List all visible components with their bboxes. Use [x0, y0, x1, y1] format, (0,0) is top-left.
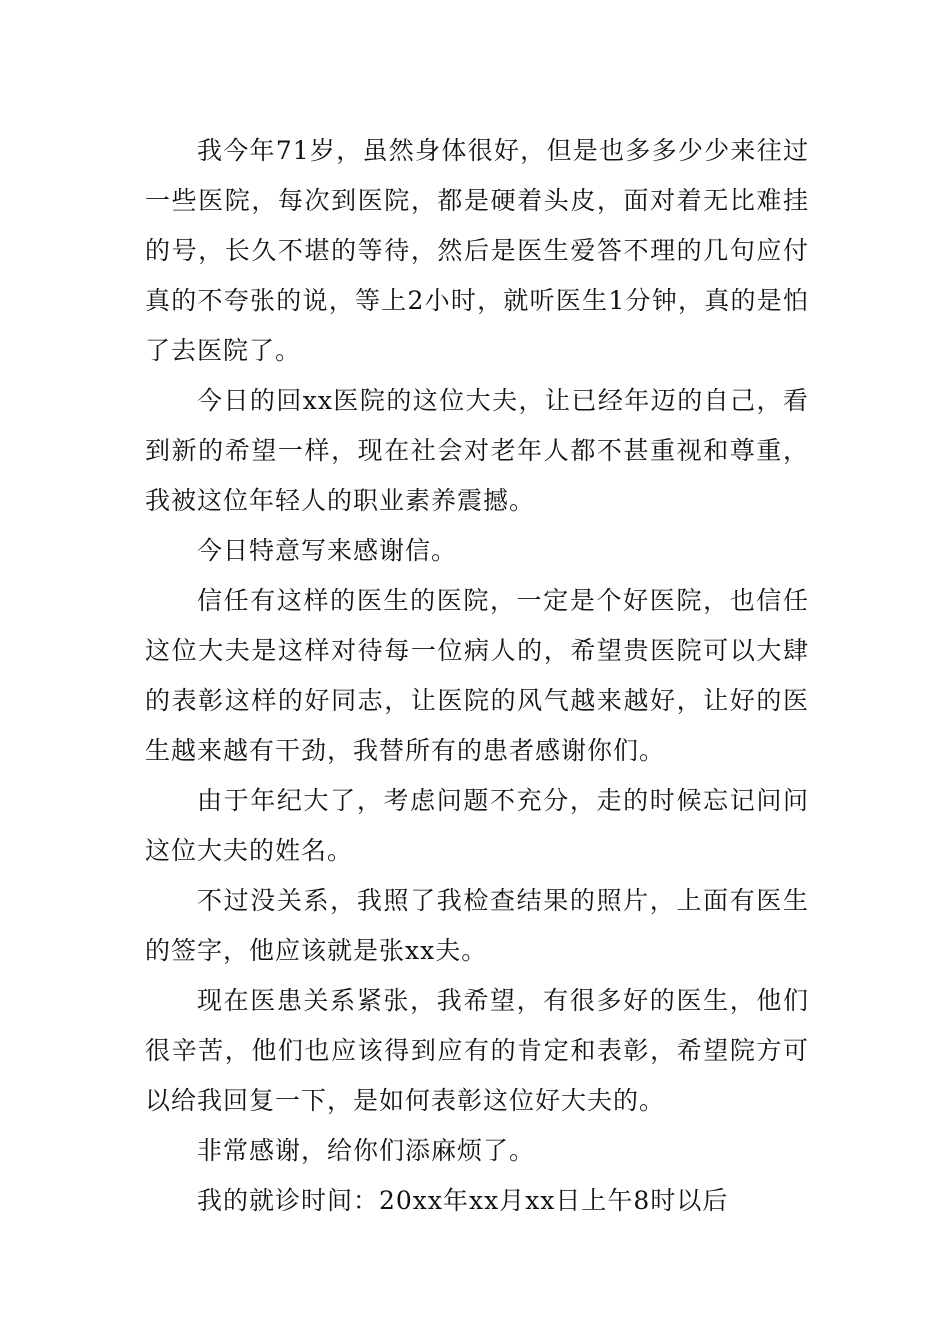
letter-body [145, 126, 809, 1226]
paragraph-8: 非常感谢，给你们添麻烦了。 [197, 1136, 536, 1165]
paragraph-2: 今日的回xx医院的这位大夫，让已经年迈的自己，看到新的希望一样，现在社会对老年人都不甚重视和尊重，我被这位年轻人的职业素养震撼。 [145, 386, 809, 515]
paragraph-3: 今日特意写来感谢信。 [197, 536, 458, 565]
paragraph-7: 现在医患关系紧张，我希望，有很多好的医生，他们很辛苦，他们也应该得到应有的肯定和表彰，希望院方可以给我回复一下，是如何表彰这位好大夫的。 [145, 986, 809, 1115]
paragraph-4: 信任有这样的医生的医院，一定是个好医院，也信任这位大夫是这样对待每一位病人的，希望贵医院可以大肆的表彰这样的好同志，让医院的风气越来越好，让好的医生越来越有干劲，我替所有的患者感谢你们。 [145, 586, 809, 765]
paragraph-1: 我今年71岁，虽然身体很好，但是也多多少少来往过一些医院，每次到医院，都是硬着头皮，面对着无比难挂的号，长久不堪的等待，然后是医生爱答不理的几句应付真的不夸张的说，等上2小时，就听医生1分钟，真的是怕了去医院了。 [145, 136, 809, 365]
paragraph-5: 由于年纪大了，考虑问题不充分，走的时候忘记问问这位大夫的姓名。 [145, 786, 809, 865]
paragraph-9: 我的就诊时间：20xx年xx月xx日上午8时以后 [197, 1186, 729, 1215]
paragraph-6: 不过没关系，我照了我检查结果的照片，上面有医生的签字，他应该就是张xx夫。 [145, 886, 809, 965]
